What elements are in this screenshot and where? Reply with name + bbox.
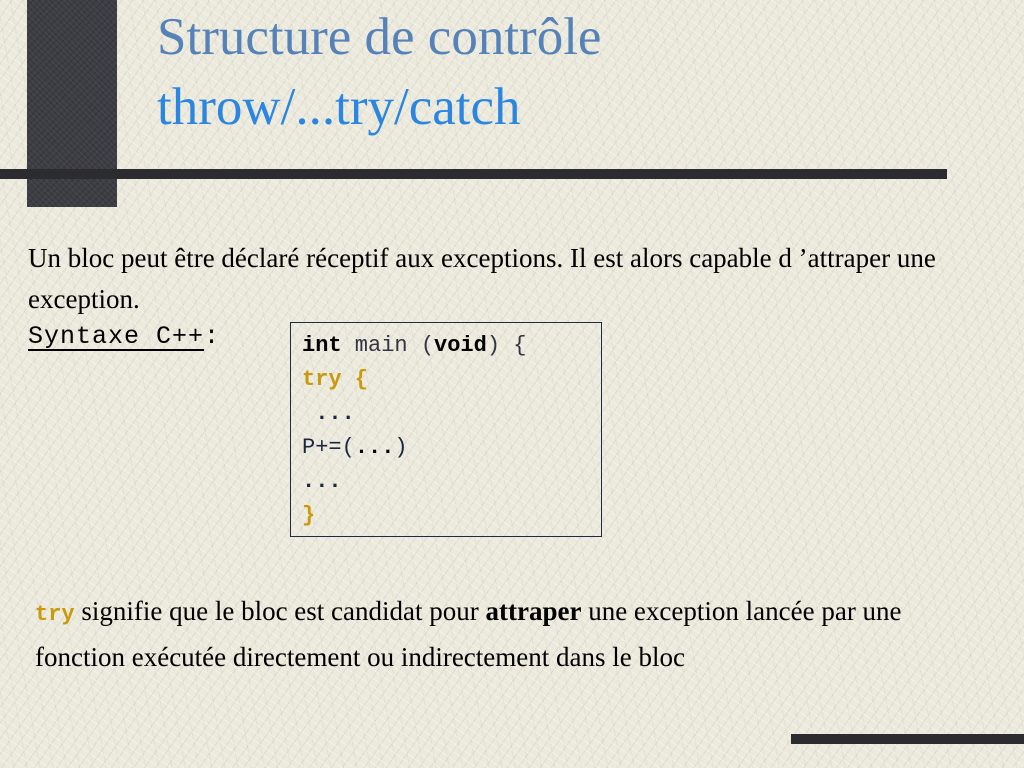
slide-title-line1: Structure de contrôle [157,8,602,66]
slide-title-line2: throw/...try/catch [157,78,521,136]
title-divider-rule [0,169,947,179]
intro-paragraph: Un bloc peut être déclaré réceptif aux exceptions. Il est alors capable d ’attraper une exception. [28,243,936,314]
syntax-label-colon: : [204,322,221,351]
code-keyword-int: int [302,333,342,358]
footer-divider-rule [791,734,1024,744]
code-line: ... [302,469,342,494]
description-paragraph [35,590,975,678]
code-line [302,431,601,465]
code-keyword-void: void [434,333,487,358]
try-keyword: try [35,602,75,627]
syntax-label [28,320,220,354]
code-example-box [290,322,602,537]
syntax-label-text: Syntaxe C++ [28,322,205,351]
description-bold-word: attraper [485,596,582,626]
description-text: une exception lancée par une fonction exécutée directement ou indirectement dans le bloc [35,596,902,672]
code-text: ) { [486,333,527,358]
code-line [302,329,601,363]
code-text: ) [394,435,408,460]
code-text: main ( [341,333,435,358]
slide-title [157,2,601,142]
code-line: ... [302,401,355,426]
code-line-closing-brace: } [302,503,316,528]
code-text: ... [354,435,395,460]
description-text: signifie que le bloc est candidat pour [74,596,486,626]
code-text: P+=( [302,435,355,460]
code-line-try: try { [302,367,369,392]
